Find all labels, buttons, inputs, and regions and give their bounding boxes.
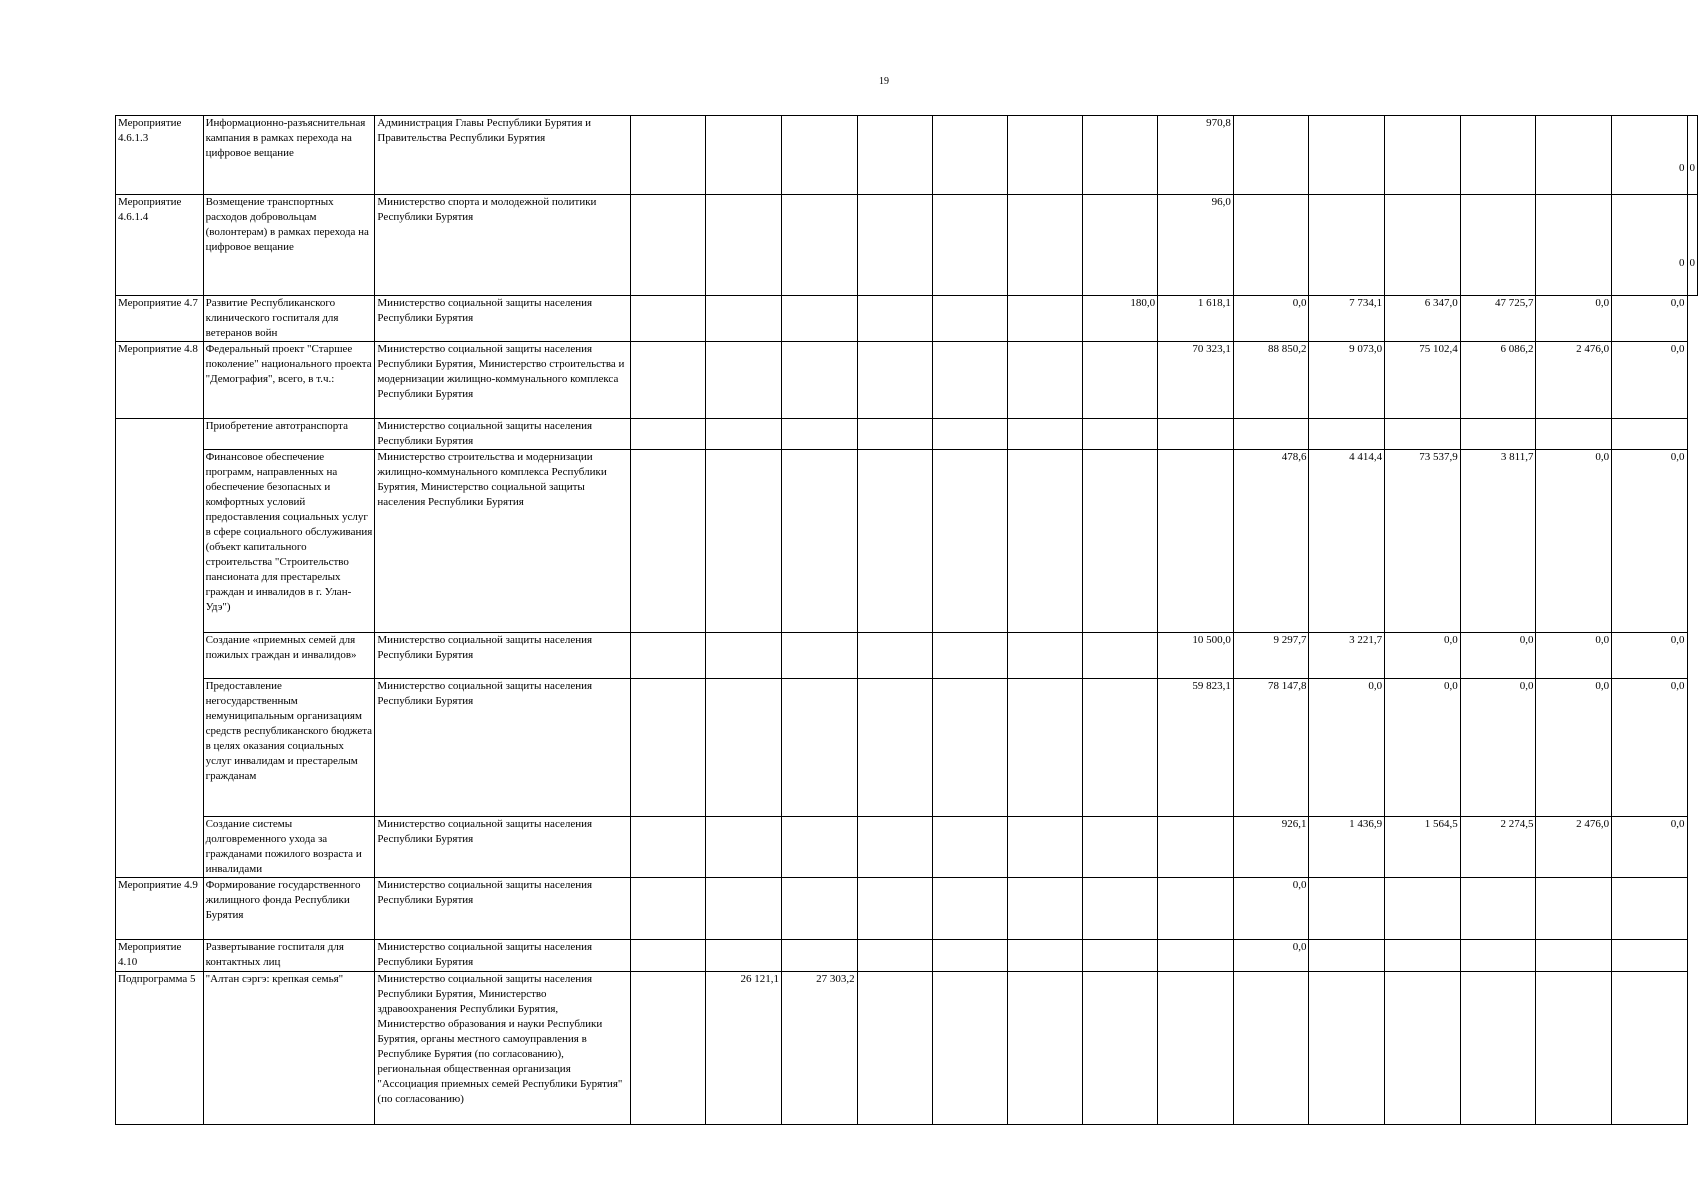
value-cell: 926,1	[1233, 817, 1309, 878]
value-cell	[932, 679, 1007, 817]
value-cell: 180,0	[1082, 296, 1158, 342]
row-code: Мероприятие 4.8	[116, 342, 204, 419]
row-executor: Министерство социальной защиты населения Республики Бурятия	[375, 633, 631, 679]
value-cell: 0,0	[1385, 633, 1461, 679]
value-cell: 0,0	[1536, 450, 1612, 633]
value-cell	[932, 419, 1007, 450]
value-cell	[1082, 450, 1158, 633]
value-cell	[706, 296, 782, 342]
value-cell	[1385, 972, 1461, 1125]
value-cell	[932, 296, 1007, 342]
value-cell	[932, 342, 1007, 419]
value-cell	[1082, 419, 1158, 450]
value-cell	[1612, 419, 1687, 450]
value-cell	[1460, 419, 1536, 450]
value-cell	[1536, 419, 1612, 450]
value-cell	[1309, 116, 1385, 195]
value-cell	[1082, 195, 1158, 296]
row-executor: Министерство социальной защиты населения Республики Бурятия	[375, 817, 631, 878]
value-cell: 27 303,2	[782, 972, 858, 1125]
value-cell	[706, 940, 782, 972]
value-cell	[782, 633, 858, 679]
value-cell: 3 811,7	[1460, 450, 1536, 633]
table-row	[116, 450, 1698, 633]
row-code: Мероприятие 4.7	[116, 296, 204, 342]
value-cell	[1158, 450, 1234, 633]
row-code	[116, 419, 204, 450]
value-cell: 0,0	[1233, 296, 1309, 342]
table-row	[116, 633, 1698, 679]
value-cell	[932, 817, 1007, 878]
value-cell	[1536, 116, 1612, 195]
row-executor: Министерство спорта и молодежной политики Республики Бурятия	[375, 195, 631, 296]
row-code	[116, 817, 204, 878]
value-cell: 0,0	[1612, 633, 1687, 679]
value-cell	[1158, 817, 1234, 878]
row-name: Формирование государственного жилищного фонда Республики Бурятия	[203, 878, 375, 940]
value-cell	[1082, 940, 1158, 972]
value-cell	[1385, 878, 1461, 940]
value-cell: 73 537,9	[1385, 450, 1461, 633]
value-cell	[706, 195, 782, 296]
value-cell: 9 073,0	[1309, 342, 1385, 419]
value-cell	[782, 195, 858, 296]
value-cell	[1460, 116, 1536, 195]
value-cell	[631, 342, 706, 419]
row-executor: Министерство социальной защиты населения Республики Бурятия, Министерство здравоохранения Республики Бурятия, Министерство образования и науки Республики Бурятия, органы местного самоуправления в Республике Бурятия (по согласованию), региональная общественная организация "Ассоциация приемных семей Республики Бурятия" (по согласованию)	[375, 972, 631, 1125]
value-cell: 0,0	[1460, 633, 1536, 679]
value-cell	[1309, 878, 1385, 940]
value-cell: 4 414,4	[1309, 450, 1385, 633]
value-cell	[857, 116, 932, 195]
value-cell	[932, 940, 1007, 972]
value-cell: 0,0	[1612, 679, 1687, 817]
row-executor: Администрация Главы Республики Бурятия и Правительства Республики Бурятия	[375, 116, 631, 195]
value-cell	[1536, 878, 1612, 940]
value-cell	[631, 633, 706, 679]
value-cell	[1082, 342, 1158, 419]
row-code: Мероприятие 4.9	[116, 878, 204, 940]
value-cell	[631, 817, 706, 878]
value-cell	[1536, 940, 1612, 972]
value-cell	[857, 419, 932, 450]
page-number: 19	[879, 76, 889, 87]
value-cell	[1082, 116, 1158, 195]
value-cell: 2 476,0	[1536, 817, 1612, 878]
value-cell	[932, 450, 1007, 633]
value-cell: 0	[1612, 116, 1687, 195]
value-cell: 88 850,2	[1233, 342, 1309, 419]
value-cell	[1158, 878, 1234, 940]
value-cell	[932, 633, 1007, 679]
row-name: Развертывание госпиталя для контактных лиц	[203, 940, 375, 972]
value-cell: 0,0	[1612, 817, 1687, 878]
value-cell	[1007, 419, 1082, 450]
value-cell	[932, 972, 1007, 1125]
value-cell	[631, 450, 706, 633]
value-cell: 10 500,0	[1158, 633, 1234, 679]
row-code	[116, 679, 204, 817]
value-cell	[1536, 972, 1612, 1125]
value-cell: 1 618,1	[1158, 296, 1234, 342]
table-row	[116, 419, 1698, 450]
value-cell	[932, 195, 1007, 296]
value-cell	[1082, 679, 1158, 817]
value-cell	[706, 679, 782, 817]
value-cell: 26 121,1	[706, 972, 782, 1125]
value-cell	[857, 972, 932, 1125]
value-cell	[631, 419, 706, 450]
value-cell	[857, 450, 932, 633]
value-cell	[1460, 940, 1536, 972]
value-cell	[1612, 878, 1687, 940]
value-cell	[1460, 972, 1536, 1125]
value-cell	[1309, 419, 1385, 450]
value-cell: 2 274,5	[1460, 817, 1536, 878]
value-cell: 78 147,8	[1233, 679, 1309, 817]
value-cell	[857, 633, 932, 679]
value-cell	[1612, 940, 1687, 972]
value-cell	[1309, 972, 1385, 1125]
table-row	[116, 296, 1698, 342]
value-cell	[1007, 817, 1082, 878]
value-cell	[1612, 972, 1687, 1125]
value-cell	[631, 116, 706, 195]
row-executor: Министерство социальной защиты населения Республики Бурятия	[375, 296, 631, 342]
value-cell	[1007, 195, 1082, 296]
value-cell: 0,0	[1612, 450, 1687, 633]
value-cell	[1385, 116, 1461, 195]
row-name: Создание системы долговременного ухода за гражданами пожилого возраста и инвалидами	[203, 817, 375, 878]
value-cell	[1233, 195, 1309, 296]
value-cell	[706, 419, 782, 450]
value-cell	[1385, 940, 1461, 972]
value-cell	[782, 450, 858, 633]
value-cell	[857, 679, 932, 817]
value-cell	[1158, 940, 1234, 972]
value-cell	[631, 972, 706, 1125]
value-cell: 3 221,7	[1309, 633, 1385, 679]
value-cell: 0	[1687, 116, 1698, 195]
value-cell	[857, 817, 932, 878]
table-row	[116, 878, 1698, 940]
table-row	[116, 817, 1698, 878]
row-name: Федеральный проект "Старшее поколение" национального проекта "Демография", всего, в т.ч.:	[203, 342, 375, 419]
value-cell: 0,0	[1612, 342, 1687, 419]
value-cell: 75 102,4	[1385, 342, 1461, 419]
value-cell	[1158, 972, 1234, 1125]
row-executor: Министерство социальной защиты населения Республики Бурятия, Министерство строительства и модернизации жилищно-коммунального комплекса Республики Бурятия	[375, 342, 631, 419]
value-cell	[1007, 679, 1082, 817]
value-cell: 0,0	[1233, 878, 1309, 940]
value-cell	[1309, 940, 1385, 972]
value-cell	[706, 116, 782, 195]
value-cell	[631, 679, 706, 817]
value-cell	[631, 878, 706, 940]
value-cell	[1082, 633, 1158, 679]
row-executor: Министерство социальной защиты населения Республики Бурятия	[375, 419, 631, 450]
value-cell	[1007, 878, 1082, 940]
table-row	[116, 342, 1698, 419]
value-cell: 7 734,1	[1309, 296, 1385, 342]
value-cell	[857, 940, 932, 972]
row-name: Приобретение автотранспорта	[203, 419, 375, 450]
value-cell: 47 725,7	[1460, 296, 1536, 342]
value-cell	[857, 342, 932, 419]
value-cell: 0,0	[1536, 633, 1612, 679]
value-cell	[1007, 342, 1082, 419]
value-cell: 0	[1687, 195, 1698, 296]
value-cell	[631, 195, 706, 296]
row-name: Предоставление негосударственным немуниципальным организациям средств республиканского бюджета в целях оказания социальных услуг инвалидам и престарелым гражданам	[203, 679, 375, 817]
value-cell	[706, 633, 782, 679]
value-cell: 0,0	[1536, 296, 1612, 342]
value-cell	[706, 817, 782, 878]
row-code: Мероприятие 4.6.1.4	[116, 195, 204, 296]
value-cell	[782, 679, 858, 817]
value-cell: 0,0	[1309, 679, 1385, 817]
value-cell	[857, 878, 932, 940]
table-row	[116, 972, 1698, 1125]
row-name: Создание «приемных семей для пожилых граждан и инвалидов»	[203, 633, 375, 679]
value-cell	[1536, 195, 1612, 296]
value-cell: 2 476,0	[1536, 342, 1612, 419]
value-cell	[1082, 817, 1158, 878]
value-cell	[706, 878, 782, 940]
row-name: Информационно-разъяснительная кампания в рамках перехода на цифровое вещание	[203, 116, 375, 195]
value-cell	[1233, 116, 1309, 195]
value-cell: 6 347,0	[1385, 296, 1461, 342]
value-cell: 0,0	[1233, 940, 1309, 972]
value-cell	[782, 878, 858, 940]
value-cell	[1007, 296, 1082, 342]
value-cell: 1 436,9	[1309, 817, 1385, 878]
value-cell	[1460, 195, 1536, 296]
value-cell	[1007, 450, 1082, 633]
value-cell: 0,0	[1612, 296, 1687, 342]
row-executor: Министерство социальной защиты населения Республики Бурятия	[375, 679, 631, 817]
value-cell	[1082, 972, 1158, 1125]
value-cell	[782, 419, 858, 450]
value-cell: 96,0	[1158, 195, 1234, 296]
value-cell	[631, 296, 706, 342]
value-cell	[631, 940, 706, 972]
value-cell	[782, 940, 858, 972]
value-cell: 1 564,5	[1385, 817, 1461, 878]
value-cell	[1385, 195, 1461, 296]
value-cell: 59 823,1	[1158, 679, 1234, 817]
value-cell: 9 297,7	[1233, 633, 1309, 679]
row-executor: Министерство социальной защиты населения Республики Бурятия	[375, 878, 631, 940]
value-cell: 970,8	[1158, 116, 1234, 195]
row-code	[116, 450, 204, 633]
table-row	[116, 679, 1698, 817]
value-cell: 478,6	[1233, 450, 1309, 633]
value-cell	[782, 296, 858, 342]
row-name: "Алтан сэргэ: крепкая семья"	[203, 972, 375, 1125]
row-name: Финансовое обеспечение программ, направленных на обеспечение безопасных и комфортных условий предоставления социальных услуг в сфере социального обслуживания (объект капитального строительства "Строительство пансионата для престарелых граждан и инвалидов в г. Улан-Удэ")	[203, 450, 375, 633]
value-cell	[1007, 940, 1082, 972]
value-cell	[1007, 116, 1082, 195]
value-cell	[782, 342, 858, 419]
value-cell	[1007, 972, 1082, 1125]
row-code: Мероприятие 4.6.1.3	[116, 116, 204, 195]
value-cell: 6 086,2	[1460, 342, 1536, 419]
value-cell	[1007, 633, 1082, 679]
table-row	[116, 195, 1698, 296]
value-cell: 70 323,1	[1158, 342, 1234, 419]
table-row	[116, 116, 1698, 195]
value-cell	[857, 195, 932, 296]
value-cell	[1233, 419, 1309, 450]
value-cell	[1082, 878, 1158, 940]
row-executor: Министерство строительства и модернизации жилищно-коммунального комплекса Республики Бурятия, Министерство социальной защиты населения Республики Бурятия	[375, 450, 631, 633]
value-cell	[932, 878, 1007, 940]
value-cell: 0,0	[1460, 679, 1536, 817]
value-cell: 0,0	[1536, 679, 1612, 817]
value-cell	[932, 116, 1007, 195]
value-cell	[1385, 419, 1461, 450]
budget-table	[115, 115, 1698, 1125]
value-cell	[1233, 972, 1309, 1125]
value-cell	[1309, 195, 1385, 296]
row-code	[116, 633, 204, 679]
value-cell	[1158, 419, 1234, 450]
value-cell	[782, 817, 858, 878]
row-name: Возмещение транспортных расходов добровольцам (волонтерам) в рамках перехода на цифровое вещание	[203, 195, 375, 296]
value-cell: 0	[1612, 195, 1687, 296]
value-cell	[706, 342, 782, 419]
row-name: Развитие Республиканского клинического госпиталя для ветеранов войн	[203, 296, 375, 342]
value-cell	[706, 450, 782, 633]
table-row	[116, 940, 1698, 972]
value-cell	[1460, 878, 1536, 940]
row-code: Мероприятие 4.10	[116, 940, 204, 972]
value-cell	[782, 116, 858, 195]
row-code: Подпрограмма 5	[116, 972, 204, 1125]
row-executor: Министерство социальной защиты населения Республики Бурятия	[375, 940, 631, 972]
value-cell: 0,0	[1385, 679, 1461, 817]
value-cell	[857, 296, 932, 342]
